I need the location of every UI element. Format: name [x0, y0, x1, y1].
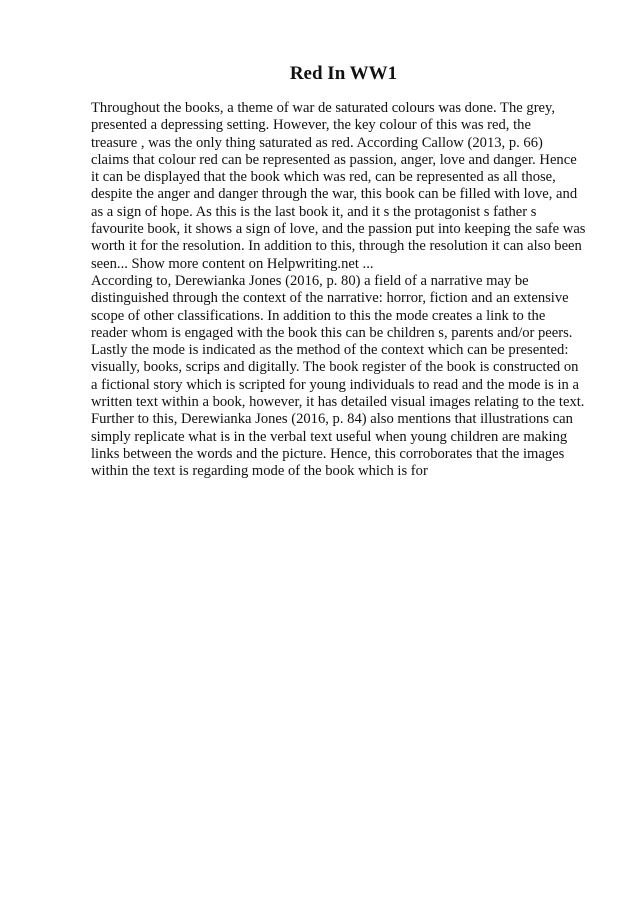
text-line: it can be displayed that the book which was red, can be represented as all those, — [91, 169, 556, 186]
text-line: According to, Derewianka Jones (2016, p. 80) a field of a narrative may be — [91, 272, 529, 289]
text-line: visually, books, scrips and digitally. The book register of the book is constructed on — [91, 359, 579, 376]
document-title: Red In WW1 — [289, 63, 398, 84]
text-line: treasure , was the only thing saturated as red. According Callow (2013, p. 66) — [91, 134, 543, 151]
text-line: presented a depressing setting. However, the key colour of this was red, the — [91, 117, 531, 134]
text-line: distinguished through the context of the narrative: horror, fiction and an extensive — [91, 290, 569, 307]
text-line: a fictional story which is scripted for young individuals to read and the mode is in a — [91, 376, 579, 393]
text-line: despite the anger and danger through the war, this book can be filled with love, and — [91, 186, 578, 203]
text-line: Throughout the books, a theme of war de saturated colours was done. The grey, — [91, 100, 556, 116]
text-line: reader whom is engaged with the book this can be children s, parents and/or peers. — [91, 324, 573, 341]
text-line: simply replicate what is in the verbal text useful when young children are making — [91, 428, 568, 445]
text-line: favourite book, it shows a sign of love, and the passion put into keeping the safe was — [91, 221, 586, 238]
text-line: written text within a book, however, it has detailed visual images relating to the text. — [91, 394, 585, 411]
text-line: seen... Show more content on Helpwriting.net ... — [91, 255, 374, 272]
text-line: as a sign of hope. As this is the last book it, and it s the protagonist s father s — [91, 203, 537, 220]
text-line: Lastly the mode is indicated as the method of the context which can be presented: — [91, 342, 569, 359]
text-line: claims that colour red can be represented as passion, anger, love and danger. Hence — [91, 151, 577, 168]
paragraph-2 — [91, 273, 588, 481]
text-line: within the text is regarding mode of the book which is for — [91, 463, 428, 480]
paragraph-1 — [91, 100, 588, 273]
text-line: worth it for the resolution. In addition to this, through the resolution it can also been — [91, 238, 582, 255]
text-line: links between the words and the picture. Hence, this corroborates that the images — [91, 445, 565, 462]
text-line: Further to this, Derewianka Jones (2016, p. 84) also mentions that illustrations can — [91, 411, 573, 428]
text-line: scope of other classifications. In addition to this the mode creates a link to the — [91, 307, 546, 324]
